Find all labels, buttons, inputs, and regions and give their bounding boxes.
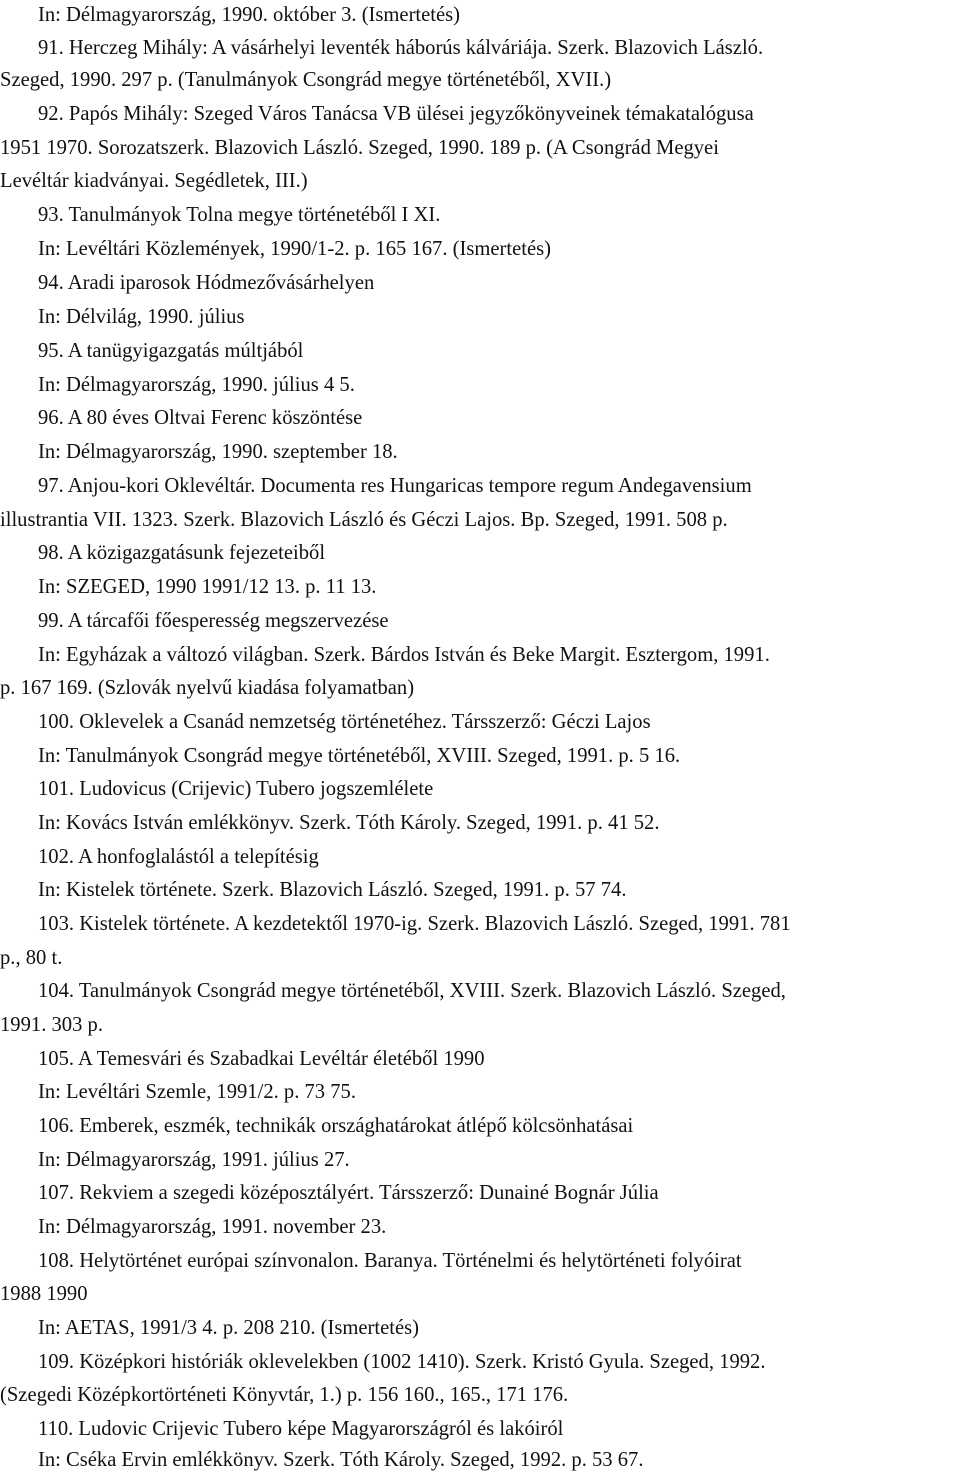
text-line: In: Délmagyarország, 1991. július 27. <box>38 1149 350 1171</box>
text-line: In: Levéltári Közlemények, 1990/1-2. p. 165 167. (Ismertetés) <box>38 238 551 260</box>
text-line: In: Levéltári Szemle, 1991/2. p. 73 75. <box>38 1081 356 1103</box>
text-line: (Szegedi Középkortörténeti Könyvtár, 1.) p. 156 160., 165., 171 176. <box>0 1384 569 1406</box>
text-line: In: Délmagyarország, 1991. november 23. <box>38 1216 387 1238</box>
text-line: In: Tanulmányok Csongrád megye történetéből, XVIII. Szeged, 1991. p. 5 16. <box>38 745 681 767</box>
text-line: In: Délmagyarország, 1990. szeptember 18. <box>38 441 398 463</box>
text-line: 100. Oklevelek a Csanád nemzetség történetéhez. Társszerző: Géczi Lajos <box>38 711 651 733</box>
text-line: In: Cséka Ervin emlékkönyv. Szerk. Tóth Károly. Szeged, 1992. p. 53 67. <box>38 1449 644 1471</box>
text-line: 95. A tanügyigazgatás múltjából <box>38 340 304 362</box>
text-line: In: Délmagyarország, 1990. október 3. (Ismertetés) <box>38 4 461 26</box>
text-line: Szeged, 1990. 297 p. (Tanulmányok Csongrád megye történetéből, XVII.) <box>0 69 612 91</box>
text-line: 92. Papós Mihály: Szeged Város Tanácsa VB ülései jegyzőkönyveinek témakatalógusa <box>38 103 754 125</box>
text-line: 103. Kistelek története. A kezdetektől 1970-ig. Szerk. Blazovich László. Szeged, 1991. 781 <box>38 913 791 935</box>
text-line: In: Délmagyarország, 1990. július 4 5. <box>38 374 355 396</box>
text-line: 104. Tanulmányok Csongrád megye történetéből, XVIII. Szerk. Blazovich László. Szeged, <box>38 980 786 1002</box>
text-line: illustrantia VII. 1323. Szerk. Blazovich László és Géczi Lajos. Bp. Szeged, 1991. 508 p. <box>0 509 728 531</box>
text-line: 108. Helytörténet európai színvonalon. Baranya. Történelmi és helytörténeti folyóirat <box>38 1250 742 1272</box>
text-line: In: Egyházak a változó világban. Szerk. Bárdos István és Beke Margit. Esztergom, 1991. <box>38 644 770 666</box>
text-line: 1988 1990 <box>0 1283 88 1305</box>
text-line: 110. Ludovic Crijevic Tubero képe Magyarországról és lakóiról <box>38 1418 564 1440</box>
text-line: In: Kovács István emlékkönyv. Szerk. Tóth Károly. Szeged, 1991. p. 41 52. <box>38 812 660 834</box>
text-line: Levéltár kiadványai. Segédletek, III.) <box>0 170 308 192</box>
text-line: 106. Emberek, eszmék, technikák országhatárokat átlépő kölcsönhatásai <box>38 1115 634 1137</box>
text-line: 91. Herczeg Mihály: A vásárhelyi leventék háborús kálváriája. Szerk. Blazovich László. <box>38 37 764 59</box>
text-line: In: SZEGED, 1990 1991/12 13. p. 11 13. <box>38 576 377 598</box>
text-line: In: Délvilág, 1990. július <box>38 306 245 328</box>
text-line: p. 167 169. (Szlovák nyelvű kiadása folyamatban) <box>0 677 415 699</box>
text-line: p., 80 t. <box>0 947 63 969</box>
text-line: 101. Ludovicus (Crijevic) Tubero jogszemlélete <box>38 778 434 800</box>
text-line: 99. A tárcafői főesperesség megszervezése <box>38 610 389 632</box>
text-line: 1951 1970. Sorozatszerk. Blazovich László. Szeged, 1990. 189 p. (A Csongrád Megyei <box>0 137 719 159</box>
text-line: 109. Középkori históriák oklevelekben (1002 1410). Szerk. Kristó Gyula. Szeged, 1992. <box>38 1351 766 1373</box>
text-line: 102. A honfoglalástól a telepítésig <box>38 846 319 868</box>
text-line: 105. A Temesvári és Szabadkai Levéltár életéből 1990 <box>38 1048 485 1070</box>
text-line: 1991. 303 p. <box>0 1014 103 1036</box>
text-line: 96. A 80 éves Oltvai Ferenc köszöntése <box>38 407 363 429</box>
text-line: 93. Tanulmányok Tolna megye történetéből I XI. <box>38 204 441 226</box>
text-line: 98. A közigazgatásunk fejezeteiből <box>38 542 326 564</box>
text-line: 107. Rekviem a szegedi középosztályért. Társszerző: Dunainé Bognár Júlia <box>38 1182 659 1204</box>
text-line: 94. Aradi iparosok Hódmezővásárhelyen <box>38 272 375 294</box>
text-line: In: AETAS, 1991/3 4. p. 208 210. (Ismertetés) <box>38 1317 420 1339</box>
text-line: 97. Anjou-kori Oklevéltár. Documenta res Hungaricas tempore regum Andegavensium <box>38 475 752 497</box>
text-line: In: Kistelek története. Szerk. Blazovich László. Szeged, 1991. p. 57 74. <box>38 879 627 901</box>
